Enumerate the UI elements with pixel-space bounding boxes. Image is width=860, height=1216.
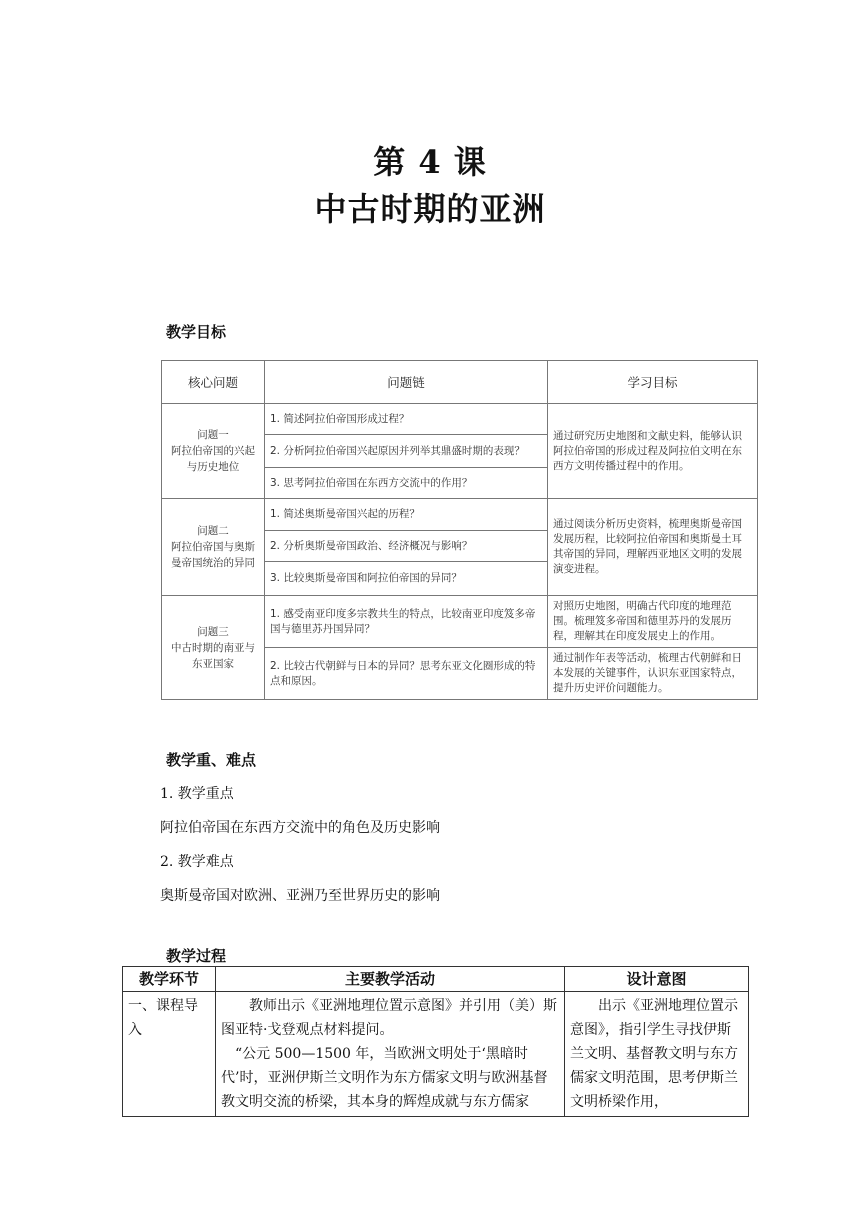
- table-row: [123, 992, 749, 1117]
- column-header: 学习目标: [548, 361, 758, 404]
- objectives-heading: 教学目标: [166, 323, 227, 341]
- column-header: 设计意图: [565, 967, 749, 992]
- core-question: 问题二 阿拉伯帝国与奥斯曼帝国统治的异同: [162, 499, 265, 596]
- question-chain-item: 3. 思考阿拉伯帝国在东西方交流中的作用？: [265, 468, 548, 499]
- table-row: [162, 499, 758, 531]
- question-chain-item: 2. 比较古代朝鲜与日本的异同？思考东亚文化圈形成的特点和原因。: [265, 648, 548, 700]
- question-chain-item: 1. 感受南亚印度多宗教共生的特点，比较南亚印度笈多帝国与德里苏丹国异同？: [265, 596, 548, 648]
- question-chain-item: 1. 简述奥斯曼帝国兴起的历程？: [265, 499, 548, 531]
- difficulty-label: 2. 教学难点: [160, 854, 234, 870]
- column-header: 问题链: [265, 361, 548, 404]
- stage-cell: 一、课程导入: [123, 992, 216, 1117]
- key-points-heading: 教学重、难点: [166, 751, 257, 769]
- learning-goal: 通过制作年表等活动，梳理古代朝鲜和日本发展的关键事件，认识东亚国家特点，提升历史评价问题能力。: [548, 648, 758, 700]
- process-table: [122, 966, 749, 1117]
- core-question: 问题三 中古时期的南亚与东亚国家: [162, 596, 265, 700]
- table-row: [162, 596, 758, 648]
- learning-goal: 通过阅读分析历史资料，梳理奥斯曼帝国发展历程，比较阿拉伯帝国和奥斯曼土耳其帝国的异同，理解西亚地区文明的发展演变进程。: [548, 499, 758, 596]
- key-point-text: 阿拉伯帝国在东西方交流中的角色及历史影响: [160, 820, 440, 836]
- column-header: 教学环节: [123, 967, 216, 992]
- learning-goal: 通过研究历史地图和文献史料，能够认识阿拉伯帝国的形成过程及阿拉伯文明在东西方文明传播过程中的作用。: [548, 404, 758, 499]
- learning-goal: 对照历史地图，明确古代印度的地理范围。梳理笈多帝国和德里苏丹的发展历程，理解其在印度发展史上的作用。: [548, 596, 758, 648]
- objectives-header-row: [162, 361, 758, 404]
- activity-paragraph: 教师出示《亚洲地理位置示意图》并引用（美）斯图亚特·戈登观点材料提问。: [221, 998, 557, 1038]
- question-chain-item: 2. 分析奥斯曼帝国政治、经济概况与影响？: [265, 531, 548, 562]
- column-header: 主要教学活动: [216, 967, 565, 992]
- core-question: 问题一 阿拉伯帝国的兴起与历史地位: [162, 404, 265, 499]
- question-chain-item: 3. 比较奥斯曼帝国和阿拉伯帝国的异同？: [265, 562, 548, 596]
- process-heading: 教学过程: [166, 947, 227, 965]
- question-chain-item: 2. 分析阿拉伯帝国兴起原因并列举其鼎盛时期的表现？: [265, 435, 548, 468]
- lesson-number: 第 4 课: [373, 143, 487, 181]
- difficulty-text: 奥斯曼帝国对欧洲、亚洲乃至世界历史的影响: [160, 888, 440, 904]
- intent-cell: 出示《亚洲地理位置示意图》，指引学生寻找伊斯兰文明、基督教文明与东方儒家文明范围，思考伊斯兰文明桥梁作用，: [565, 992, 749, 1117]
- objectives-table: [161, 360, 758, 700]
- table-row: [162, 404, 758, 435]
- process-header-row: [123, 967, 749, 992]
- lesson-title: 中古时期的亚洲: [314, 190, 546, 228]
- activity-cell: [216, 992, 565, 1117]
- question-chain-item: 1. 简述阿拉伯帝国形成过程？: [265, 404, 548, 435]
- key-point-label: 1. 教学重点: [160, 786, 234, 802]
- column-header: 核心问题: [162, 361, 265, 404]
- activity-paragraph: “公元 500—1500 年，当欧洲文明处于‘黑暗时代’时，亚洲伊斯兰文明作为东方儒家文明与欧洲基督教文明交流的桥梁，其本身的辉煌成就与东方儒家: [221, 1046, 548, 1110]
